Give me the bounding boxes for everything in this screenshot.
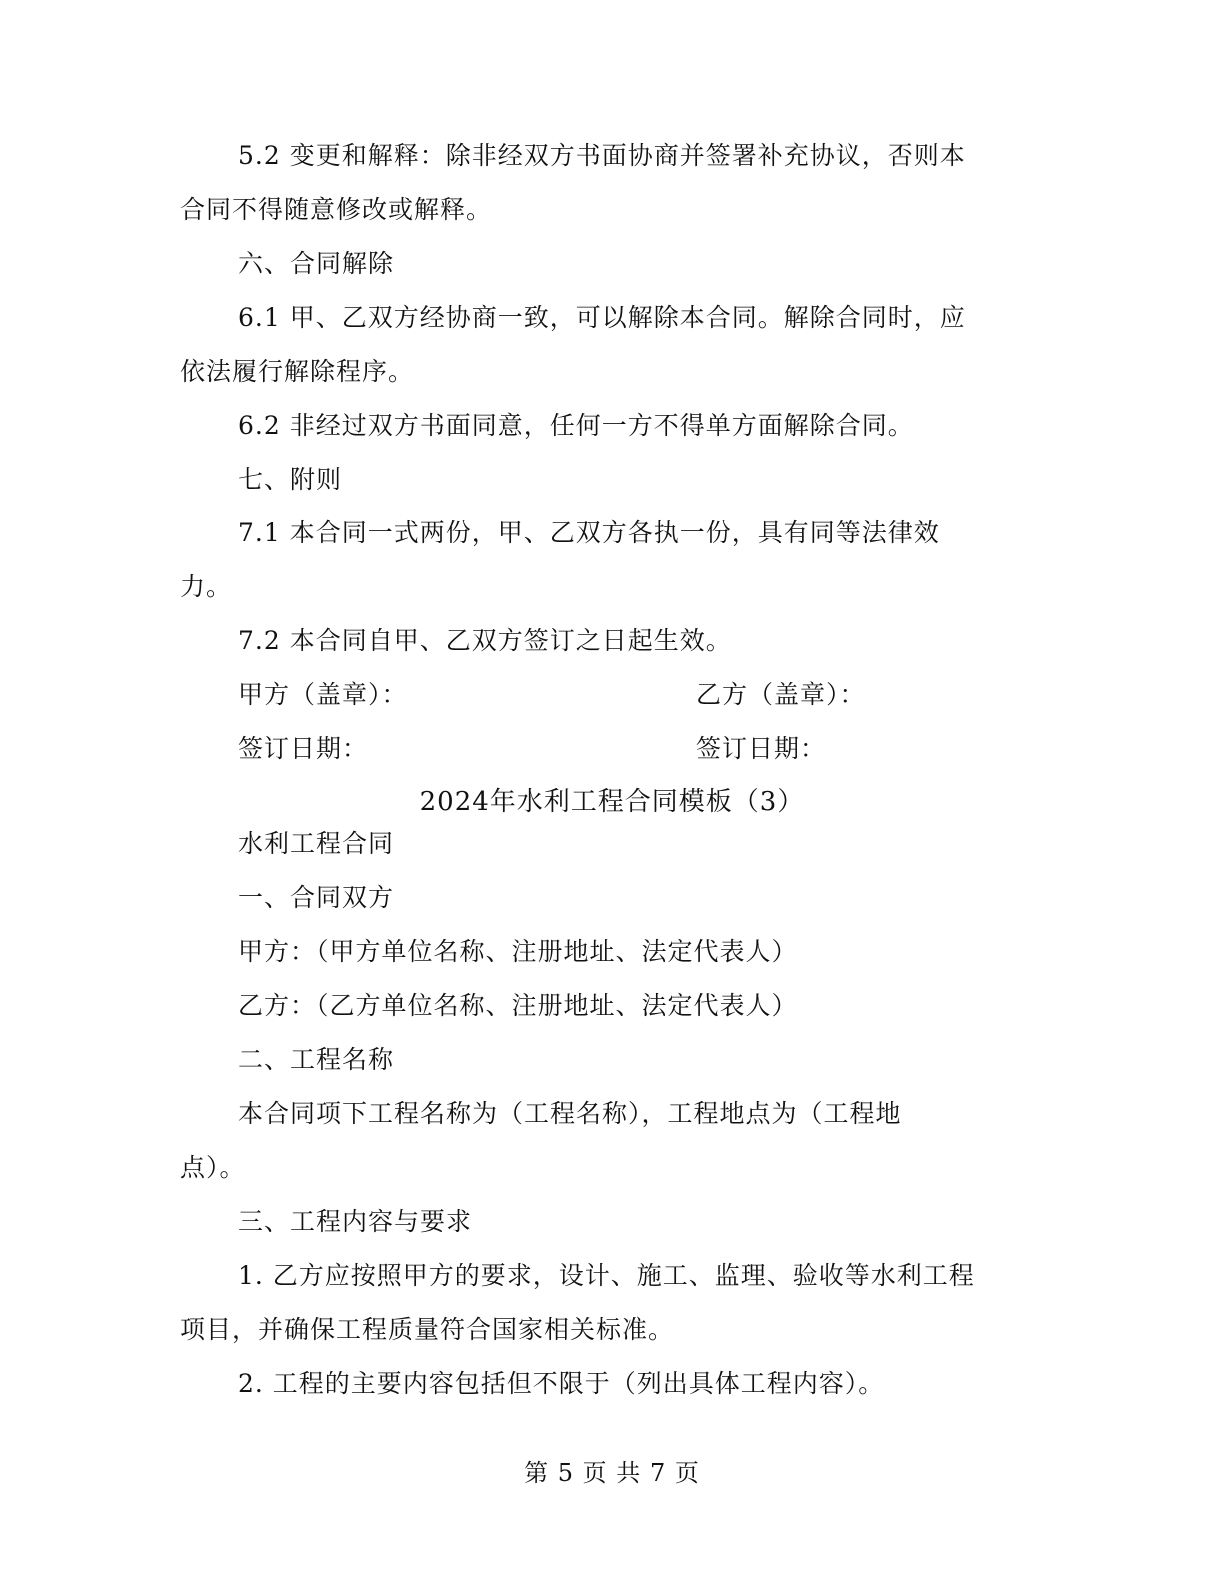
section-heading-6: 六、合同解除	[238, 249, 395, 278]
requirement-1-line-2: 项目，并确保工程质量符合国家相关标准。	[180, 1315, 675, 1344]
clause-6-2: 6.2 非经过双方书面同意，任何一方不得单方面解除合同。	[238, 411, 914, 440]
project-name-line-2: 点）。	[180, 1153, 246, 1182]
clause-7-1-line-2: 力。	[180, 572, 233, 601]
section-heading-7: 七、附则	[238, 465, 343, 494]
section-heading-1: 一、合同双方	[238, 883, 395, 912]
requirement-2: 2. 工程的主要内容包括但不限于（列出具体工程内容）。	[238, 1369, 885, 1398]
clause-6-1-line-1: 6.1 甲、乙双方经协商一致，可以解除本合同。解除合同时，应	[238, 303, 966, 332]
party-a-seal-label: 甲方（盖章）：	[238, 680, 408, 709]
party-b-line: 乙方：（乙方单位名称、注册地址、法定代表人）	[238, 991, 798, 1020]
clause-7-2: 7.2 本合同自甲、乙双方签订之日起生效。	[238, 626, 732, 655]
project-name-line-1: 本合同项下工程名称为（工程名称），工程地点为（工程地	[238, 1099, 902, 1128]
section-heading-2: 二、工程名称	[238, 1045, 395, 1074]
party-a-line: 甲方：（甲方单位名称、注册地址、法定代表人）	[238, 937, 798, 966]
party-b-sign-date-label: 签订日期：	[696, 734, 827, 763]
clause-5-2-line-2: 合同不得随意修改或解释。	[180, 195, 493, 224]
section-heading-3: 三、工程内容与要求	[238, 1207, 473, 1236]
clause-6-1-line-2: 依法履行解除程序。	[180, 357, 415, 386]
requirement-1-line-1: 1. 乙方应按照甲方的要求，设计、施工、监理、验收等水利工程	[238, 1261, 975, 1290]
page-number-footer: 第 5 页 共 7 页	[524, 1459, 700, 1487]
document-title: 2024年水利工程合同模板（3）	[419, 787, 805, 817]
party-a-sign-date-label: 签订日期：	[238, 734, 369, 763]
contract-subtitle: 水利工程合同	[238, 829, 395, 858]
clause-5-2-line-1: 5.2 变更和解释：除非经双方书面协商并签署补充协议，否则本	[238, 141, 966, 170]
clause-7-1-line-1: 7.1 本合同一式两份，甲、乙双方各执一份，具有同等法律效	[238, 518, 940, 547]
party-b-seal-label: 乙方（盖章）：	[696, 680, 866, 709]
